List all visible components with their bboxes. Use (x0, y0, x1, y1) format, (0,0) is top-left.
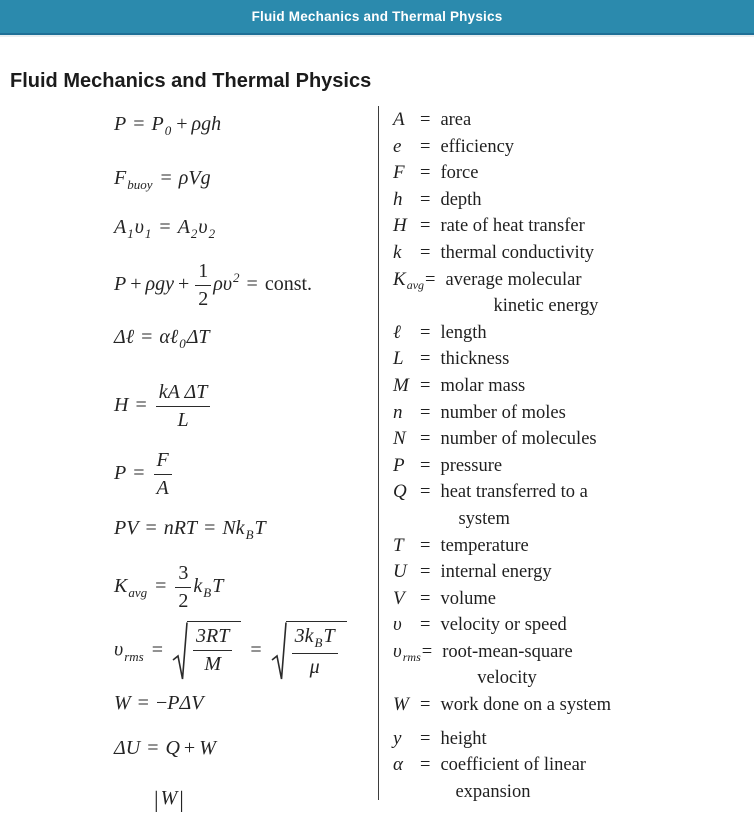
square-root: $\frac{3k_BT}{\mu}$ (271, 621, 347, 681)
definition-number-of-molecules: N = number of molecules (393, 428, 597, 450)
definition-area: A = area (393, 109, 472, 130)
definition-thickness: L = thickness (393, 348, 510, 370)
top-banner (0, 0, 754, 35)
definition-depth: h = depth (393, 188, 482, 210)
definition-number-of-moles: n = number of moles (393, 401, 566, 423)
column-divider (378, 106, 379, 800)
definition-temperature: T = temperature (393, 534, 529, 556)
definition-volume: V = volume (393, 587, 496, 609)
definition-pressure: P = pressure (393, 454, 503, 476)
definition-molar-mass: M = molar mass (393, 374, 526, 396)
equation-heat-transfer-rate: H = $\frac{\text{kA ΔT}}{L}$ (114, 381, 212, 432)
equation-efficiency-partial: | W| (154, 787, 184, 812)
page-title: Fluid Mechanics and Thermal Physics (10, 70, 372, 92)
definition-height: y = height (393, 727, 487, 749)
radical-sign-icon (271, 621, 287, 681)
definition-work: W = work done on a system (393, 694, 612, 716)
equation-bernoulli: P + ρgy + $\frac{1}{2}$ $\rho\upsilon^2$ = const. (114, 260, 313, 310)
definition-velocity: υ = velocity or speed (393, 614, 567, 636)
radical-sign-icon (172, 621, 188, 681)
fraction-one-half: $\frac{1}{2}$ (195, 260, 211, 311)
equation-work-on-gas: W = −PΔV (114, 692, 204, 714)
banner-title: Fluid Mechanics and Thermal Physics (251, 9, 503, 24)
square-root: $\frac{3RT}{M}$ (172, 621, 241, 681)
definition-efficiency: e = efficiency (393, 135, 515, 157)
definition-rms-velocity: $\upsilon_{rms}=$ root-mean-square velocity (393, 640, 573, 689)
definition-avg-kinetic-energy: $K_{avg}=$ average molecular kinetic energy (393, 268, 599, 317)
equation-first-law: ΔU = Q + W (114, 737, 216, 759)
definition-internal-energy: U = internal energy (393, 561, 552, 583)
equation-rms-speed: $\upsilon_{rms}$ = $\frac{3RT}{M}$ = $\frac{3k_BT}{\mu}$ (114, 621, 349, 681)
definition-heat-transferred: Q = heat transferred to a system (393, 481, 588, 529)
definition-length: ℓ = length (393, 321, 487, 343)
equation-buoyant-force: $F_{buoy} = \rho Vg$ (114, 167, 211, 192)
equation-average-kinetic-energy: $K_{avg}$ = $\frac{3}{2}$ $k_BT$ (114, 562, 224, 612)
equation-continuity: $A_1\upsilon_1 = A_2\upsilon_2$ (114, 216, 216, 241)
banner-underline (0, 35, 754, 37)
fraction-f-over-a: $\frac{F}{A}$ (154, 449, 172, 500)
definition-linear-expansion-coefficient: α = coefficient of linear expansion (393, 754, 586, 802)
definition-thermal-conductivity: k = thermal conductivity (393, 241, 595, 263)
equation-thermal-expansion: Δℓ = αℓ$_0$ΔT (114, 326, 210, 351)
equation-pressure-definition: P = $\frac{F}{A}$ (114, 449, 174, 500)
equation-ideal-gas-law: PV = nRT = $Nk_BT$ (114, 517, 266, 542)
definition-force: F = force (393, 162, 479, 184)
equation-hydrostatic-pressure: $P = P_0 + \rho gh$ (114, 113, 222, 138)
definition-heat-transfer-rate: H = rate of heat transfer (393, 215, 585, 237)
fraction-kadt-over-l: $\frac{\text{kA ΔT}}{L}$ (156, 381, 211, 432)
fraction-three-halves: $\frac{3}{2}$ (175, 562, 191, 613)
definitions-column (393, 107, 751, 805)
